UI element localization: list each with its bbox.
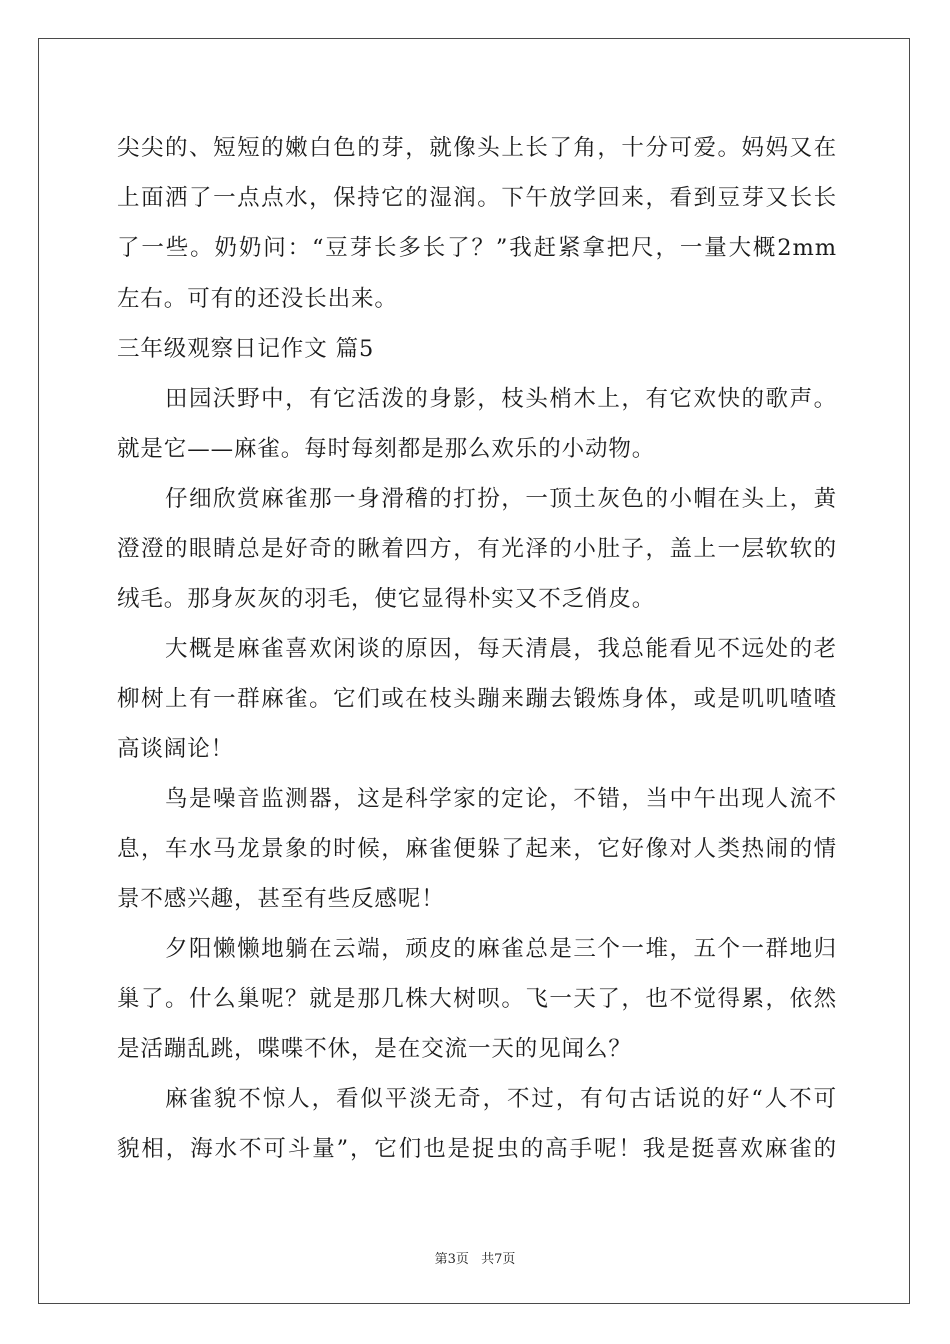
text-line: 田园沃野中，有它活泼的身影，枝头梢木上，有它欢快的歌声。: [165, 386, 837, 412]
text-line: 就是它——麻雀。每时每刻都是那么欢乐的小动物。: [117, 436, 656, 462]
page-number-current: 第3页: [434, 1252, 469, 1267]
text-line: 息，车水马龙景象的时候，麻雀便躲了起来，它好像对人类热闹的情: [117, 836, 837, 862]
text-line: 绒毛。那身灰灰的羽毛，使它显得朴实又不乏俏皮。: [117, 586, 656, 612]
text-line: 高谈阔论！: [117, 736, 235, 762]
section-heading: 三年级观察日记作文 篇5: [117, 336, 375, 362]
text-line: 麻雀貌不惊人，看似平淡无奇，不过，有句古话说的好“人不可: [165, 1086, 837, 1112]
text-line: 景不感兴趣，甚至有些反感呢！: [117, 886, 445, 912]
page-footer: [0, 1248, 950, 1267]
text-line: 鸟是噪音监测器，这是科学家的定论，不错，当中午出现人流不: [165, 786, 837, 812]
text-line: 大概是麻雀喜欢闲谈的原因，每天清晨，我总能看见不远处的老: [165, 636, 837, 662]
text-line: 巢了。什么巢呢？就是那几株大树呗。飞一天了，也不觉得累，依然: [117, 986, 837, 1012]
text-line: 上面洒了一点点水，保持它的湿润。下午放学回来，看到豆芽又长长: [117, 185, 837, 211]
text-line: 貌相，海水不可斗量”，它们也是捉虫的高手呢！我是挺喜欢麻雀的: [117, 1136, 837, 1162]
text-line: 是活蹦乱跳，喋喋不休，是在交流一天的见闻么？: [117, 1036, 632, 1062]
text-line: 了一些。奶奶问：“豆芽长多长了？”我赶紧拿把尺，一量大概2mm: [117, 235, 837, 261]
text-line: 夕阳懒懒地躺在云端，顽皮的麻雀总是三个一堆，五个一群地归: [165, 936, 837, 962]
text-line: 柳树上有一群麻雀。它们或在枝头蹦来蹦去锻炼身体，或是叽叽喳喳: [117, 686, 837, 712]
text-line: 仔细欣赏麻雀那一身滑稽的打扮，一顶土灰色的小帽在头上，黄: [165, 486, 837, 512]
text-line: 尖尖的、短短的嫩白色的芽，就像头上长了角，十分可爱。妈妈又在: [117, 135, 837, 161]
text-line: 左右。可有的还没长出来。: [117, 286, 398, 312]
page-number-total: 共7页: [481, 1252, 516, 1267]
text-line: 澄澄的眼睛总是好奇的瞅着四方，有光泽的小肚子，盖上一层软软的: [117, 536, 837, 562]
